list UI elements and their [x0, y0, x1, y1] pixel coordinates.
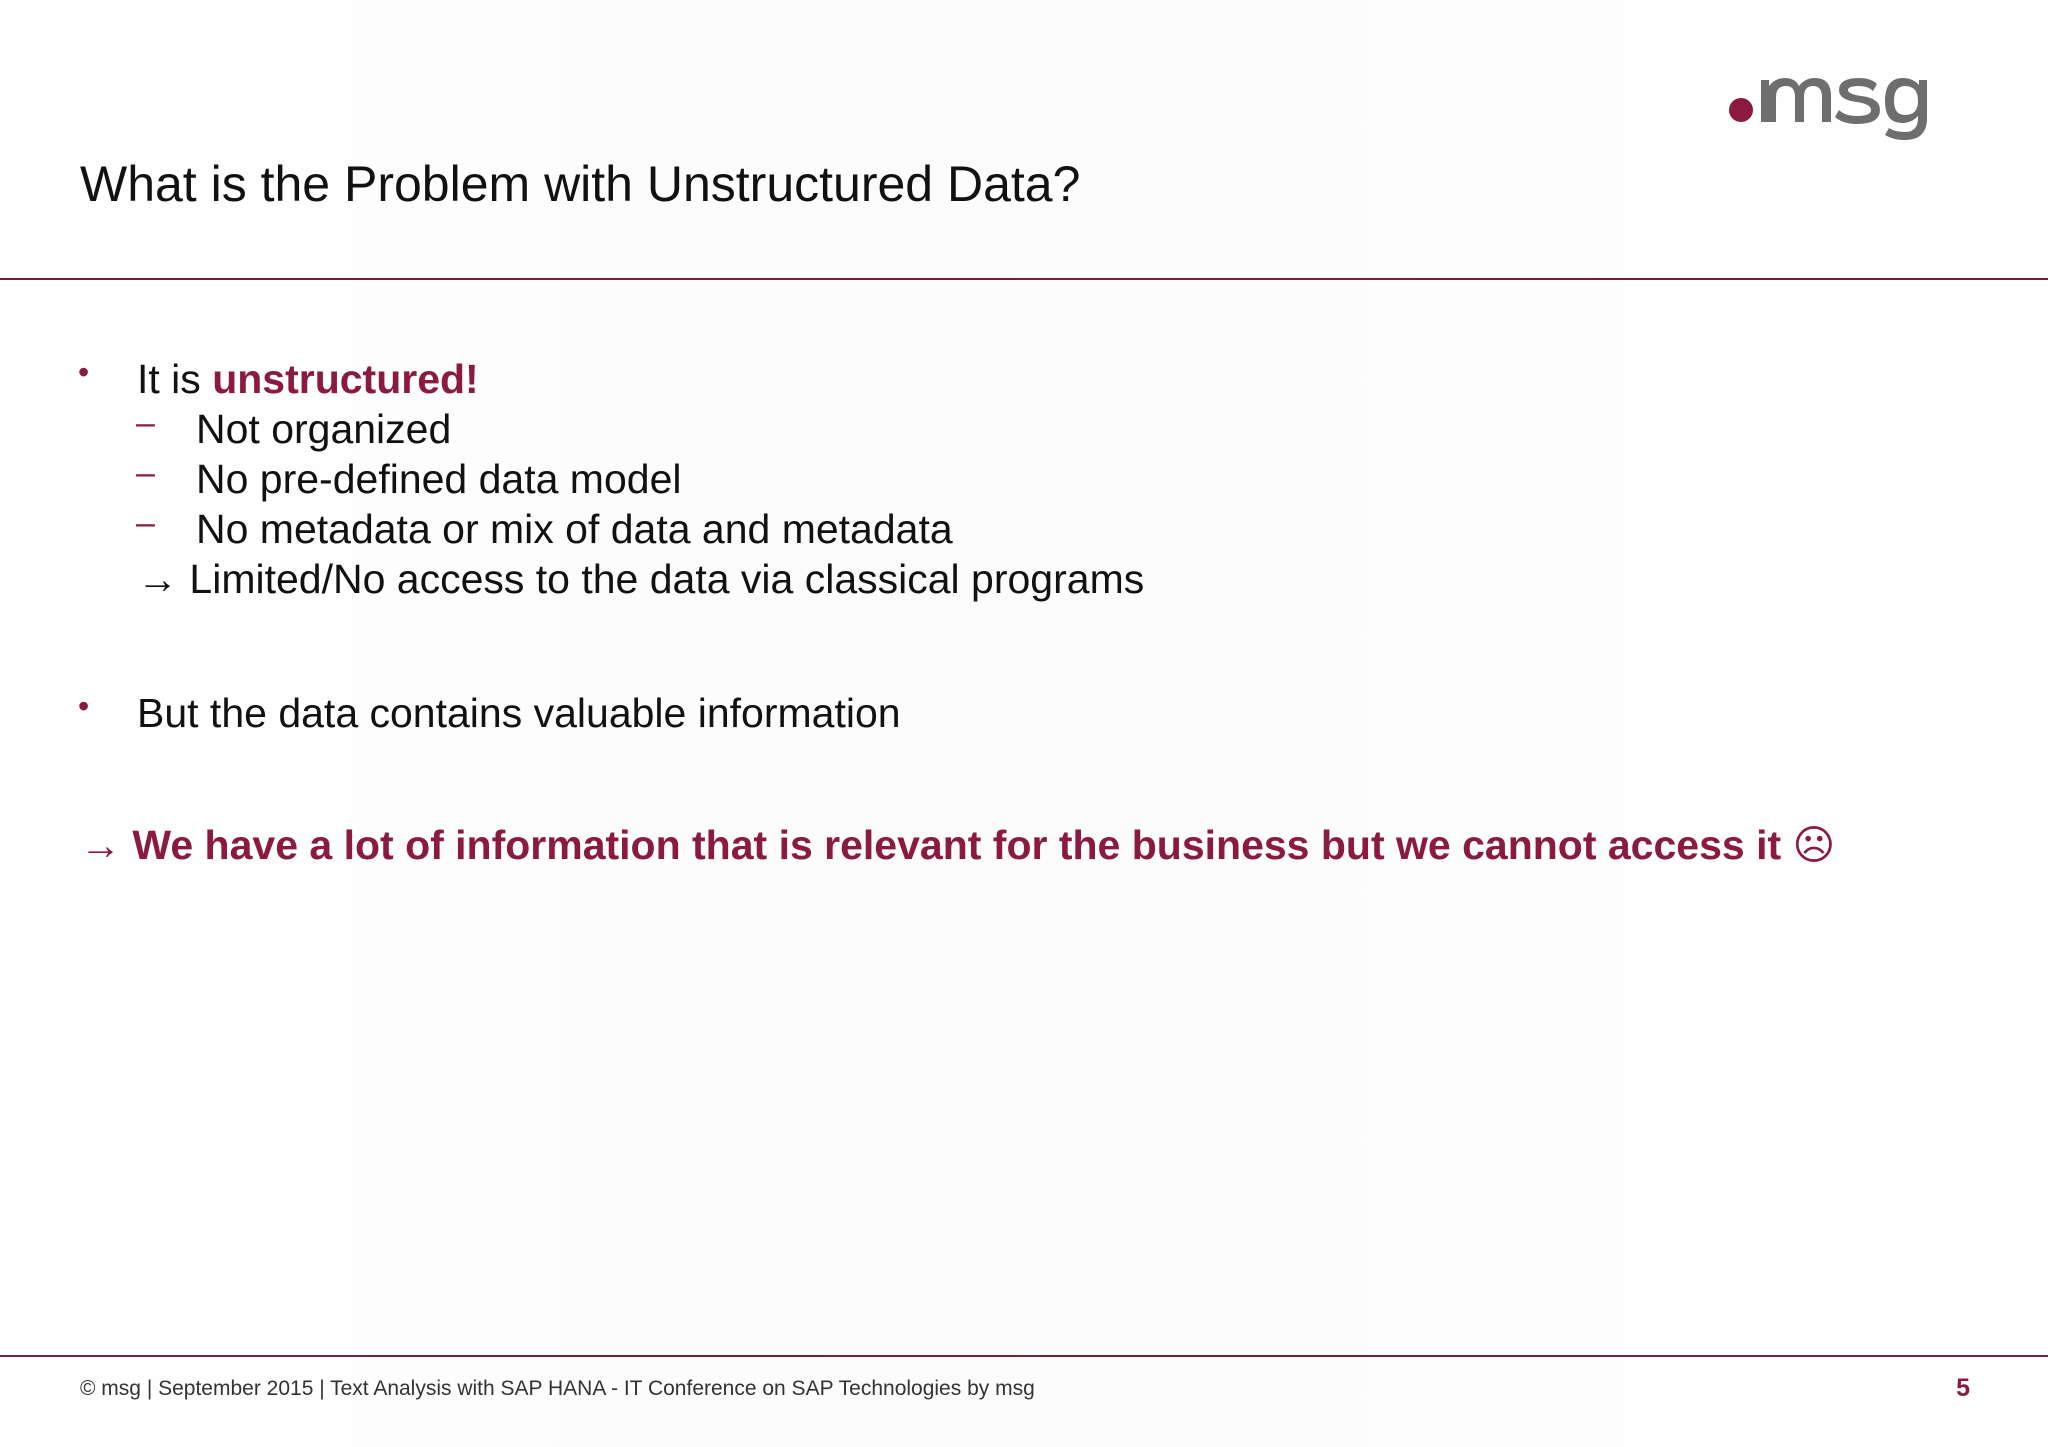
sub-bullet-not-organized: Not organized: [196, 406, 452, 452]
sub-bullet-marker: –: [136, 454, 155, 492]
conclusion-statement: [80, 820, 1835, 870]
msg-logo: [1727, 56, 1977, 146]
sub-bullet-metadata: No metadata or mix of data and metadata: [196, 506, 953, 552]
sub-bullet-marker: –: [136, 504, 155, 542]
bullet-emphasis: unstructured!: [212, 356, 479, 402]
bullet-marker: •: [78, 688, 90, 724]
consequence-text: Limited/No access to the data via classical programs: [189, 556, 1145, 602]
arrow-right-icon: →: [80, 822, 121, 868]
bullet-prefix: It is: [137, 356, 213, 402]
footer-divider: [0, 1355, 2048, 1357]
slide-title: What is the Problem with Unstructured Data?: [80, 156, 1081, 212]
sub-bullet-marker: –: [136, 404, 155, 442]
page-number: 5: [1956, 1374, 1970, 1402]
bullet-valuable-info: But the data contains valuable information: [137, 690, 901, 736]
arrow-consequence: [137, 554, 1144, 604]
bullet-marker: •: [78, 354, 90, 390]
bullet-text: [137, 354, 479, 404]
footer-text: © msg | September 2015 | Text Analysis with SAP HANA - IT Conference on SAP Technologies by msg: [80, 1377, 1035, 1400]
header-divider: [0, 278, 2048, 280]
sub-bullet-data-model: No pre-defined data model: [196, 456, 682, 502]
sad-face-icon: ☹: [1792, 822, 1836, 868]
arrow-right-icon: →: [137, 556, 178, 602]
conclusion-text: We have a lot of information that is relevant for the business but we cannot access it: [132, 822, 1782, 868]
